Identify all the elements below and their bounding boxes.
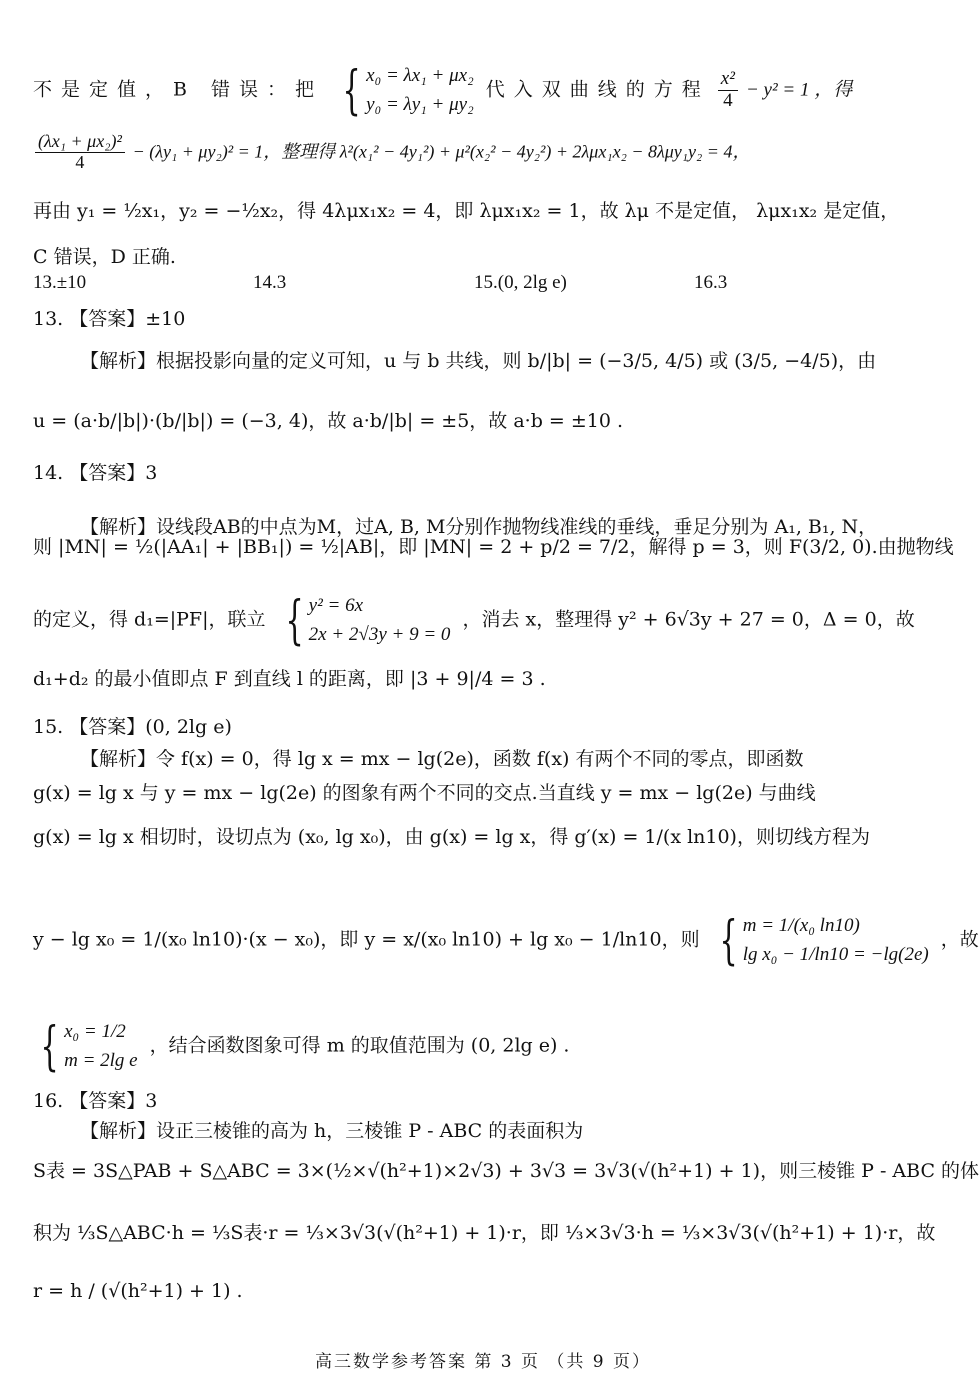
- page-footer: 高三数学参考答案 第 3 页 （共 9 页）: [314, 1352, 652, 1372]
- q15-system-2: { x₀ = 1/2 m = 2lg e: [40, 1016, 138, 1077]
- q15-analysis-5: { x₀ = 1/2 m = 2lg e ，结合函数图象可得 m 的取值范围为 (0, 2lg e) .: [33, 1018, 926, 1075]
- line-1: 不是定值，B 错误：把 { x₀ = λx₁ + μx₂ y₀ = λy₁ + μy₂ 代入双曲线的方程 $\frac{\text{x²}}{4}$ − y² = 1 ，得: [33, 60, 853, 121]
- q13-title: 13. 【答案】±10: [33, 308, 186, 330]
- q14-analysis-4: d₁+d₂ 的最小值即点 F 到直线 l 的距离，即 |3 + 9|/4 = 3 .: [33, 668, 546, 690]
- q15-system-1: { m = 1/(x₀ ln10) lg x₀ − 1/ln10 = −lg(2e): [719, 910, 929, 971]
- q14-system: { y² = 6x 2x + 2√3y + 9 = 0: [285, 590, 451, 651]
- substitution-system: { x₀ = λx₁ + μx₂ y₀ = λy₁ + μy₂: [342, 60, 474, 121]
- q16-analysis-2: S表 = 3S△PAB + S△ABC = 3×(½×√(h²+1)×2√3) + 3√3 = 3√3(√(h²+1) + 1)，则三棱锥 P - ABC 的体: [33, 1160, 979, 1182]
- q15-analysis-1: 【解析】令 f(x) = 0，得 lg x = mx − lg(2e)，函数 f(x) 有两个不同的零点，即函数: [80, 748, 804, 770]
- fraction-x2-over-4: $\frac{\text{x²}}{4}$: [718, 69, 738, 112]
- line-2: $\frac{\text{(λx₁ + μx₂)²}}{4}$ − (λy₁ + μy₂)² = 1，整理得 λ²(x₁² − 4y₁²) + μ²(x₂² − 4y₂²) + 2λμx₁x₂ − 8λμy₁y₂ = 4，: [33, 132, 926, 173]
- q15-title: 15. 【答案】(0, 2lg e): [33, 716, 232, 738]
- line-3: 再由 y₁ = ½x₁，y₂ = −½x₂，得 4λμx₁x₂ = 4，即 λμx₁x₂ = 1，故 λμ 不是定值， λμx₁x₂ 是定值，: [33, 200, 900, 222]
- q16-title: 16. 【答案】3: [33, 1090, 158, 1112]
- q13-analysis-2: u = (a·b/|b|)·(b/|b|) = (−3, 4)，故 a·b/|b| = ±5，故 a·b = ±10 .: [33, 410, 624, 432]
- answer-15: 15.(0, 2lg e): [474, 272, 567, 293]
- q15-analysis-2: g(x) = lg x 与 y = mx − lg(2e) 的图象有两个不同的交点.当直线 y = mx − lg(2e) 与曲线: [33, 782, 816, 804]
- q15-analysis-4: y − lg x₀ = 1/(x₀ ln10)·(x − x₀)，即 y = x/(x₀ ln10) + lg x₀ − 1/ln10，则 { m = 1/(x₀ ln10) lg x₀ − 1/ln10 = −lg(2e) ，故: [33, 910, 979, 971]
- q14-analysis-1: 【解析】设线段AB的中点为M，过A, B, M分别作抛物线准线的垂线，垂足分别为 A₁, B₁, N，: [80, 516, 878, 538]
- answer-13: 13.±10: [33, 272, 87, 293]
- line-4: C 错误，D 正确.: [33, 246, 176, 268]
- q14-analysis-3: 的定义，得 d₁=|PF|，联立 { y² = 6x 2x + 2√3y + 9 = 0 ，消去 x，整理得 y² + 6√3y + 27 = 0，Δ = 0，故: [33, 590, 915, 651]
- answer-14: 14.3: [253, 272, 287, 293]
- q13-analysis-1: 【解析】根据投影向量的定义可知，u 与 b 共线，则 b/|b| = (−3/5, 4/5) 或 (3/5, −4/5)，由: [80, 350, 877, 372]
- q16-analysis-1: 【解析】设正三棱锥的高为 h，三棱锥 P - ABC 的表面积为: [80, 1120, 584, 1142]
- q16-analysis-4: r = h / (√(h²+1) + 1) .: [33, 1280, 243, 1302]
- answer-16: 16.3: [694, 272, 728, 293]
- q16-analysis-3: 积为 ⅓S△ABC·h = ⅓S表·r = ⅓×3√3(√(h²+1) + 1)·r，即 ⅓×3√3·h = ⅓×3√3(√(h²+1) + 1)·r，故: [33, 1222, 936, 1244]
- q14-title: 14. 【答案】3: [33, 462, 158, 484]
- q15-analysis-3: g(x) = lg x 相切时，设切点为 (x₀, lg x₀)，由 g(x) = lg x，得 g′(x) = 1/(x ln10)，则切线方程为: [33, 826, 870, 848]
- q14-analysis-2: 则 |MN| = ½(|AA₁| + |BB₁|) = ½|AB|，即 |MN| = 2 + p/2 = 7/2，解得 p = 3，则 F(3/2, 0).由抛物线: [33, 536, 954, 558]
